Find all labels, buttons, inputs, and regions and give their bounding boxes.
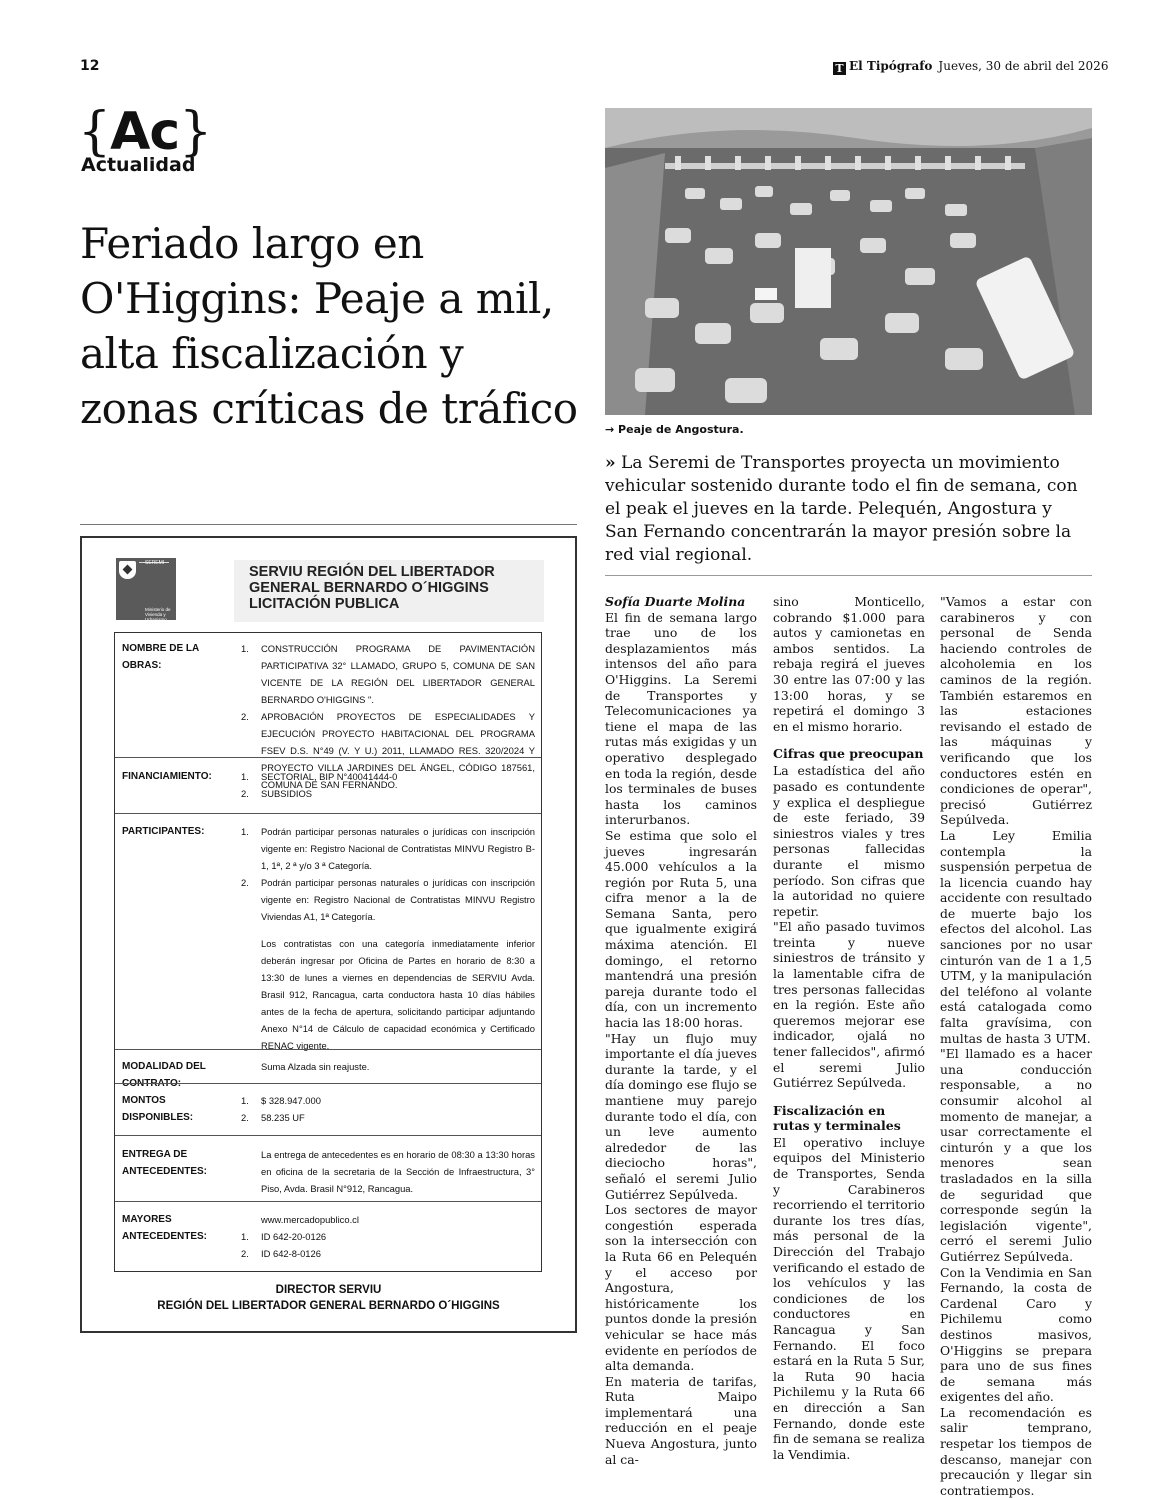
section-badge (78, 104, 211, 176)
paragraph: sino Monticello, cobrando $1.000 para autos y camionetas en ambos sentidos. La rebaja regirá el jueves 30 entre las 07:00 y las 13:00 horas, y se repetirá el domingo 3 en el mismo horario. (773, 594, 925, 734)
paragraph: "El llamado es a hacer una conducción responsable, a no consumir alcohol al momento de manejar, a usar correctamente el cinturón y a que los menores sean trasladados en la silla de seguridad que corresponde según la legislación vigente", cerró el seremi Julio Gutiérrez Sepúlveda. (940, 1046, 1092, 1264)
paragraph: En materia de tarifas, Ruta Maipo implementará una reducción en el peaje Nueva Angostura, junto al ca- (605, 1373, 757, 1467)
paragraph: "Vamos a estar con carabineros y con personal de Senda haciendo controles de alcoholemia en los caminos de la región. También estaremos en las estaciones revisando el estado de las máquinas y verificando que los conductores estén en condiciones de operar", precisó Gutiérrez Sepúlveda. (940, 594, 1092, 828)
newspaper-logo-icon: T (833, 62, 846, 75)
table-row: ENTREGA DE ANTECEDENTES: La entrega de antecedentes es en horario de 08:30 a 13:30 horas en oficina de la secretaria de la Sección de Infraestructura, 3° Piso, Avda. Brasil N°912, Rancagua. (115, 1135, 541, 1202)
article-column-2 (773, 594, 925, 1462)
paragraph: La recomendación es salir temprano, respetar los tiempos de descanso, manejar con precaución y llegar sin contratiempos. (940, 1404, 1092, 1498)
table-row: MONTOS DISPONIBLES: 1. $ 328.947.000 2. 58.235 UF (115, 1083, 541, 1136)
logo-sub: Ministerio de Vivienda y Urbanismo (145, 607, 171, 622)
notice-signature: DIRECTOR SERVIU REGIÓN DEL LIBERTADOR GENERAL BERNARDO O´HIGGINS (157, 1284, 500, 1312)
logo-org: SEREMI (145, 560, 165, 566)
coat-of-arms-icon (119, 561, 136, 579)
public-tender-notice (80, 536, 577, 1333)
divider (605, 575, 1092, 576)
lede-marker-icon: » (605, 453, 616, 473)
masthead (833, 59, 1108, 75)
paragraph: La estadística del año pasado es contundente y explica el despliegue de este feriado, 39 siniestros viales y tres personas fallecidas durante el mismo período. Son cifras que la autoridad no quiere repetir. (773, 763, 925, 919)
photo-caption: → Peaje de Angostura. (605, 423, 744, 436)
notice-title: SERVIU REGIÓN DEL LIBERTADOR GENERAL BERNARDO O´HIGGINS LICITACIÓN PUBLICA (234, 560, 544, 622)
divider (80, 524, 577, 525)
table-row: NOMBRE DE LA OBRAS: 1. CONSTRUCCIÓN PROGRAMA DE PAVIMENTACIÓN PARTICIPATIVA 32° LLAMADO, GRUPO 5, COMUNA DE SAN VICENTE DE LA REGIÓN DEL LIBERTADOR GENERAL BERNARDO O'HIGGINS ". 2. APROBACIÓN PROYECTOS DE ESPECIALIDADES Y EJECUCIÓN PROYECTO HABITACIONAL DEL PROGRAMA FSEV D.S. N°49 (V. Y U.) 2011, LLAMADO RES. 320/2024 Y PROYECTO VILLA JARDINES DEL ÁNGEL, CÓDIGO 187561, COMUNA DE SAN FERNANDO. (122, 643, 535, 790)
paragraph: El fin de semana largo trae uno de los desplazamientos más intensos del año para O'Higgins. La Seremi de Transportes y Telecomunicaciones ya tiene el mapa de las rutas más exigidas y un operativo desplegado en toda la región, desde los terminales de buses hasta los caminos interurbanos. (605, 609, 757, 828)
section-label: Actualidad (81, 154, 196, 176)
lede-text: La Seremi de Transportes proyecta un movimiento vehicular sostenido durante todo el fin de semana, con el peak el jueves en la tarde. Pelequén, Angostura y San Fernando concentrarán la mayor presión sobre la red vial regional. (605, 453, 1078, 565)
table-row: FINANCIAMIENTO: 1. SECTORIAL, BIP N°40041444-0 2. SUBSIDIOS (115, 757, 541, 814)
subheading: Cifras que preocupan (773, 746, 924, 762)
issue-date: Jueves, 30 de abril del 2026 (938, 59, 1109, 73)
page-number: 12 (80, 58, 100, 74)
table-row: MAYORES ANTECEDENTES: www.mercadopublico.cl 1. ID 642-20-0126 2. ID 642-8-0126 (115, 1201, 541, 1272)
article-column-1 (605, 594, 757, 1467)
lede (605, 452, 1090, 567)
brace-close-icon: } (179, 102, 212, 162)
toll-plaza-photo (605, 108, 1092, 415)
paragraph: Se estima que solo el jueves ingresarán 45.000 vehículos a la región por Ruta 5, una cifra menor a la de Semana Santa, pero que igualmente exigirá máxima atención. El domingo, el retorno mantendrá una presión pareja durante todo el día, con un incremento hacia las 18:00 horas. (605, 827, 757, 1031)
byline: Sofía Duarte Molina (605, 594, 746, 609)
paragraph: La Ley Emilia contempla la suspensión perpetua de la licencia cuando hay accidente con resultado de muerte bajo los efectos del alcohol. Las sanciones por no usar cinturón van de 1 a 1,5 UTM, y la manipulación del teléfono al volante está catalogada como falta gravísima, con multas de hasta 3 UTM. (940, 827, 1092, 1046)
article-column-3 (940, 594, 1092, 1498)
section-code: Ac (110, 102, 180, 162)
newspaper-name: El Tipógrafo (849, 59, 933, 73)
paragraph: El operativo incluye equipos del Ministerio de Transportes, Senda y Carabineros recorriendo el territorio durante los tres días, más personal de la Dirección del Trabajo verificando el estado de los vehículos y las condiciones de los conductores en Rancagua y San Fernando. El foco estará en la Ruta 5 Sur, la Ruta 90 hacia Pichilemu y la Ruta 66 en dirección a San Fernando, donde este fin de semana se realiza la Vendimia. (773, 1134, 925, 1462)
paragraph: "El año pasado tuvimos treinta y nueve siniestros de tránsito y la lamentable cifra de tres personas fallecidas en la región. Este año queremos mejorar ese indicador, ojalá no tener fallecidos", afirmó el seremi Julio Gutiérrez Sepúlveda. (773, 919, 925, 1091)
paragraph: "Hay un flujo muy importante el día jueves durante la tarde, y el día domingo ese flujo se mantiene muy parejo durante todo el día, con un leve aumento alrededor de las dieciocho horas", señaló el seremi Julio Gutiérrez Sepúlveda. (605, 1030, 757, 1202)
paragraph: Los sectores de mayor congestión esperada son la intersección con la Ruta 66 en Pelequén y el acceso por Angostura, históricamente los puntos donde la presión vehicular se hace más evidente en períodos de alta demanda. (605, 1202, 757, 1374)
headline: Feriado largo en O'Higgins: Peaje a mil, alta fiscalización y zonas críticas de tráfico (80, 219, 578, 433)
subheading: Fiscalización en rutas y terminales (773, 1102, 901, 1133)
ministry-logo (116, 558, 176, 620)
table-row: PARTICIPANTES: 1. Podrán participar personas naturales o jurídicas con inscripción vigente en: Registro Nacional de Contratistas MINVU Registro B-1, 1ª, 2 ª y/o 3 ª Categoría. 2. Podrán participar personas naturales o jurídicas con inscripción vigente en: Registro Nacional de Contratistas MINVU Registro Viviendas A1, 1ª Categoría. Los contratistas con una categoría inmediatamente inferior deberán ingresar por Oficina de Partes en horario de 8:30 a 13:30 de lunes a viernes en dependencias de SERVIU Avda. Brasil 912, Rancagua, carta conductora hasta 10 días hábiles antes de la fecha de apertura, solicitando participar adjuntando Anexo N°14 de Cálculo de capacidad económica y Certificado RENAC vigente. (115, 813, 541, 1050)
article-photo (605, 108, 1092, 415)
paragraph: Con la Vendimia en San Fernando, la costa de Cardenal Caro y Pichilemu como destinos masivos, O'Higgins se prepara para uno de sus fines de semana más exigentes del año. (940, 1264, 1092, 1405)
brace-open-icon: { (78, 102, 111, 162)
table-row: MODALIDAD DEL CONTRATO: Suma Alzada sin reajuste. (115, 1049, 541, 1084)
notice-table (114, 632, 542, 1272)
